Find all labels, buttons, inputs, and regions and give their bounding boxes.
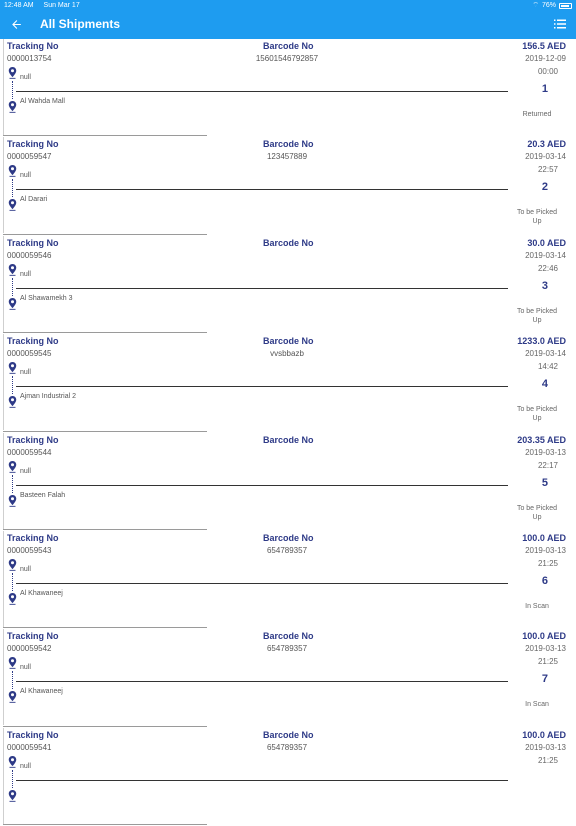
tracking-label: Tracking No (7, 532, 59, 543)
list-icon (554, 19, 566, 29)
origin-location: null (20, 565, 31, 573)
barcode-label: Barcode No (263, 434, 314, 445)
card-divider (3, 431, 207, 432)
card-divider (3, 234, 207, 235)
shipment-amount: 203.35 AED (517, 434, 566, 445)
route-connector (12, 376, 13, 394)
back-button[interactable] (6, 14, 26, 34)
shipment-index: 4 (541, 378, 548, 391)
shipment-status: To be Picked Up (516, 504, 558, 521)
barcode-label: Barcode No (263, 729, 314, 740)
barcode-number: 123457889 (266, 152, 308, 162)
shipment-amount: 100.0 AED (522, 631, 566, 642)
origin-location: null (20, 664, 31, 672)
shipment-time: 21:25 (537, 558, 558, 568)
route-connector (12, 179, 13, 197)
destination-location: Ajman Industrial 2 (20, 393, 77, 401)
route-connector (12, 671, 13, 689)
shipment-date: 2019-03-14 (525, 349, 566, 359)
route-connector (12, 475, 13, 493)
route-connector (12, 573, 13, 591)
shipment-amount: 30.0 AED (527, 237, 566, 248)
origin-location: null (20, 467, 31, 475)
arrow-left-icon (10, 18, 23, 31)
shipment-status: In Scan (525, 701, 549, 709)
shipment-amount: 20.3 AED (527, 139, 566, 150)
card-border (3, 236, 4, 332)
shipment-time: 22:57 (537, 165, 558, 175)
shipment-list (0, 39, 576, 826)
barcode-label: Barcode No (263, 139, 314, 150)
route-line (16, 780, 508, 781)
location-pin-icon (8, 593, 17, 605)
tracking-number: 0000059546 (7, 250, 52, 260)
status-date: Sun Mar 17 (43, 2, 80, 9)
shipment-card[interactable] (0, 728, 576, 826)
shipment-index: 5 (541, 476, 548, 489)
shipment-index: 7 (541, 673, 548, 686)
location-pin-icon (8, 199, 17, 211)
route-line (16, 485, 508, 486)
shipment-status: In Scan (525, 602, 549, 610)
tracking-label: Tracking No (7, 631, 59, 642)
barcode-number: 654789357 (266, 742, 308, 752)
status-bar (0, 0, 576, 11)
destination-location: Al Khawaneej (20, 688, 63, 696)
location-pin-icon (8, 495, 17, 507)
location-pin-icon (8, 165, 17, 177)
card-border (3, 728, 4, 824)
shipment-date: 2019-03-13 (525, 545, 566, 555)
shipment-time: 14:42 (537, 362, 558, 372)
route-line (16, 583, 508, 584)
shipment-date: 2019-03-13 (525, 644, 566, 654)
shipment-time: 21:25 (537, 657, 558, 667)
shipment-time: 00:00 (537, 67, 558, 76)
shipment-amount: 156.5 AED (522, 41, 566, 51)
shipment-date: 2019-03-13 (525, 742, 566, 752)
battery-percentage: 76% (541, 2, 556, 9)
destination-location: Al Shawamekh 3 (20, 294, 73, 302)
destination-location: Al Darari (20, 196, 48, 204)
barcode-label: Barcode No (263, 336, 314, 347)
tracking-label: Tracking No (7, 434, 59, 445)
card-divider (3, 135, 207, 136)
shipment-status: To be Picked Up (516, 406, 558, 423)
shipment-date: 2019-03-13 (525, 447, 566, 457)
card-divider (3, 529, 207, 530)
shipment-amount: 100.0 AED (522, 532, 566, 543)
location-pin-icon (8, 396, 17, 408)
location-pin-icon (8, 67, 17, 79)
card-border (3, 629, 4, 725)
shipment-date: 2019-03-14 (525, 250, 566, 260)
card-divider (3, 824, 207, 825)
route-connector (12, 278, 13, 296)
card-divider (3, 726, 207, 727)
shipment-card[interactable] (0, 137, 576, 235)
barcode-number: 654789357 (266, 545, 308, 555)
shipment-index: 1 (541, 83, 548, 95)
status-right (532, 0, 572, 11)
origin-location: null (20, 762, 31, 770)
tracking-label: Tracking No (7, 729, 59, 740)
tracking-label: Tracking No (7, 336, 59, 347)
tracking-number: 0000059541 (7, 742, 52, 752)
app-header (0, 11, 576, 39)
card-border (3, 39, 4, 135)
shipment-time: 21:25 (537, 755, 558, 765)
card-border (3, 531, 4, 627)
location-pin-icon (8, 298, 17, 310)
shipment-status: To be Picked Up (516, 209, 558, 226)
barcode-number: 15601546792857 (255, 54, 319, 63)
route-connector (12, 81, 13, 99)
location-pin-icon (8, 790, 17, 802)
shipment-amount: 100.0 AED (522, 729, 566, 740)
shipment-amount: 1233.0 AED (517, 336, 566, 347)
status-left (4, 0, 88, 11)
tracking-label: Tracking No (7, 41, 59, 51)
location-pin-icon (8, 559, 17, 571)
barcode-number: vvsbbazb (270, 349, 304, 359)
shipment-index: 6 (541, 574, 548, 587)
list-view-button[interactable] (550, 14, 570, 34)
location-pin-icon (8, 756, 17, 768)
battery-icon (559, 3, 572, 9)
barcode-label: Barcode No (263, 41, 314, 51)
wifi-icon: ⌔ (532, 2, 539, 9)
route-line (16, 681, 508, 682)
destination-location: Al Wahda Mall (20, 98, 65, 105)
route-connector (12, 770, 13, 788)
shipment-card[interactable] (0, 531, 576, 629)
barcode-label: Barcode No (263, 532, 314, 543)
location-pin-icon (8, 264, 17, 276)
destination-location: Al Khawaneej (20, 589, 63, 597)
page-title: All Shipments (40, 17, 121, 31)
origin-location: null (20, 270, 31, 278)
route-line (16, 189, 508, 190)
tracking-number: 0000059545 (7, 349, 52, 359)
tracking-number: 0000059547 (7, 152, 52, 162)
location-pin-icon (8, 657, 17, 669)
destination-location: Basteen Falah (20, 491, 66, 499)
barcode-label: Barcode No (263, 631, 314, 642)
shipment-card[interactable] (0, 629, 576, 727)
barcode-number: 654789357 (266, 644, 308, 654)
tracking-number: 0000059543 (7, 545, 52, 555)
tracking-number: 0000059544 (7, 447, 52, 457)
shipment-card[interactable] (0, 433, 576, 531)
barcode-label: Barcode No (263, 237, 314, 248)
shipment-index: 2 (541, 181, 548, 194)
shipment-card[interactable] (0, 334, 576, 432)
card-border (3, 433, 4, 529)
shipment-date: 2019-12-09 (525, 54, 566, 63)
card-border (3, 334, 4, 430)
shipment-card[interactable] (0, 39, 576, 137)
origin-location: null (20, 369, 31, 377)
shipment-status: Returned (522, 111, 552, 118)
tracking-number: 0000013754 (7, 54, 52, 63)
tracking-label: Tracking No (7, 237, 59, 248)
origin-location: null (20, 172, 31, 180)
location-pin-icon (8, 691, 17, 703)
status-time: 12:48 AM (4, 2, 34, 9)
shipment-status: To be Picked Up (516, 307, 558, 324)
route-line (16, 288, 508, 289)
origin-location: null (20, 74, 31, 81)
tracking-label: Tracking No (7, 139, 59, 150)
card-divider (3, 627, 207, 628)
location-pin-icon (8, 461, 17, 473)
shipment-date: 2019-03-14 (525, 152, 566, 162)
route-line (16, 386, 508, 387)
route-line (16, 91, 508, 92)
shipment-card[interactable] (0, 236, 576, 334)
tracking-number: 0000059542 (7, 644, 52, 654)
card-border (3, 137, 4, 233)
shipment-time: 22:17 (537, 460, 558, 470)
shipment-index: 3 (541, 279, 548, 292)
card-divider (3, 332, 207, 333)
location-pin-icon (8, 362, 17, 374)
location-pin-icon (8, 101, 17, 113)
shipment-time: 22:46 (537, 263, 558, 273)
